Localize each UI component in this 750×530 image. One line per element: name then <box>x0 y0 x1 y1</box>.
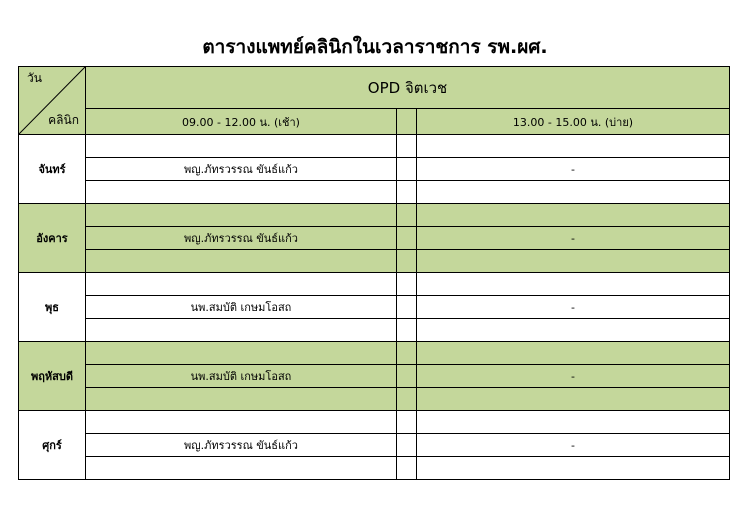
corner-header-cell <box>19 67 86 135</box>
morning-doctor-cell: นพ.สมบัติ เกษมโอสถ <box>86 296 397 319</box>
clinic-name-header: OPD จิตเวช <box>86 67 730 109</box>
day-sub-row <box>19 227 730 250</box>
morning-doctor-cell: พญ.ภัทรวรรณ ขันธ์แก้ว <box>86 227 397 250</box>
empty-morning-cell <box>86 319 397 342</box>
empty-afternoon-cell <box>417 319 730 342</box>
afternoon-doctor-cell: - <box>417 296 730 319</box>
spacer-cell <box>397 434 417 457</box>
day-sub-row <box>19 388 730 411</box>
day-sub-row <box>19 250 730 273</box>
spacer-cell <box>397 250 417 273</box>
empty-morning-cell <box>86 250 397 273</box>
afternoon-doctor-cell: - <box>417 158 730 181</box>
afternoon-doctor-cell: - <box>417 227 730 250</box>
spacer-cell <box>397 227 417 250</box>
day-sub-row <box>19 411 730 434</box>
spacer-cell <box>397 319 417 342</box>
empty-morning-cell <box>86 181 397 204</box>
spacer-cell <box>397 365 417 388</box>
empty-morning-cell <box>86 342 397 365</box>
empty-afternoon-cell <box>417 273 730 296</box>
spacer-cell <box>397 158 417 181</box>
spacer-cell <box>397 388 417 411</box>
spacer-cell <box>397 296 417 319</box>
day-sub-row <box>19 273 730 296</box>
day-sub-row <box>19 434 730 457</box>
empty-morning-cell <box>86 388 397 411</box>
empty-morning-cell <box>86 135 397 158</box>
day-sub-row <box>19 158 730 181</box>
empty-afternoon-cell <box>417 181 730 204</box>
spacer-cell <box>397 411 417 434</box>
morning-doctor-cell: นพ.สมบัติ เกษมโอสถ <box>86 365 397 388</box>
corner-clinic-label: คลินิก <box>48 113 79 127</box>
empty-morning-cell <box>86 457 397 480</box>
empty-afternoon-cell <box>417 388 730 411</box>
morning-header: 09.00 - 12.00 น. (เช้า) <box>86 109 397 135</box>
day-sub-row <box>19 135 730 158</box>
day-label-cell: พฤหัสบดี <box>19 342 86 411</box>
spacer-cell <box>397 181 417 204</box>
empty-afternoon-cell <box>417 342 730 365</box>
day-label-cell: อังคาร <box>19 204 86 273</box>
day-sub-row <box>19 342 730 365</box>
empty-afternoon-cell <box>417 411 730 434</box>
schedule-table <box>18 66 730 480</box>
period-header-row <box>19 109 730 135</box>
page-title: ตารางแพทย์คลินิกในเวลาราชการ รพ.ผศ. <box>202 36 548 58</box>
header-row <box>19 67 730 109</box>
spacer-cell <box>397 135 417 158</box>
empty-morning-cell <box>86 204 397 227</box>
empty-afternoon-cell <box>417 250 730 273</box>
afternoon-doctor-cell: - <box>417 434 730 457</box>
afternoon-doctor-cell: - <box>417 365 730 388</box>
day-sub-row <box>19 365 730 388</box>
empty-afternoon-cell <box>417 204 730 227</box>
day-label-cell: ศุกร์ <box>19 411 86 480</box>
spacer-header-cell <box>397 109 417 135</box>
morning-doctor-cell: พญ.ภัทรวรรณ ขันธ์แก้ว <box>86 434 397 457</box>
empty-morning-cell <box>86 273 397 296</box>
day-sub-row <box>19 296 730 319</box>
afternoon-header: 13.00 - 15.00 น. (บ่าย) <box>417 109 730 135</box>
spacer-cell <box>397 342 417 365</box>
corner-day-label: วัน <box>27 71 42 85</box>
empty-afternoon-cell <box>417 135 730 158</box>
spacer-cell <box>397 204 417 227</box>
day-sub-row <box>19 181 730 204</box>
day-sub-row <box>19 204 730 227</box>
day-sub-row <box>19 319 730 342</box>
day-label-cell: พุธ <box>19 273 86 342</box>
empty-afternoon-cell <box>417 457 730 480</box>
morning-doctor-cell: พญ.ภัทรวรรณ ขันธ์แก้ว <box>86 158 397 181</box>
empty-morning-cell <box>86 411 397 434</box>
day-sub-row <box>19 457 730 480</box>
day-label-cell: จันทร์ <box>19 135 86 204</box>
spacer-cell <box>397 457 417 480</box>
spacer-cell <box>397 273 417 296</box>
